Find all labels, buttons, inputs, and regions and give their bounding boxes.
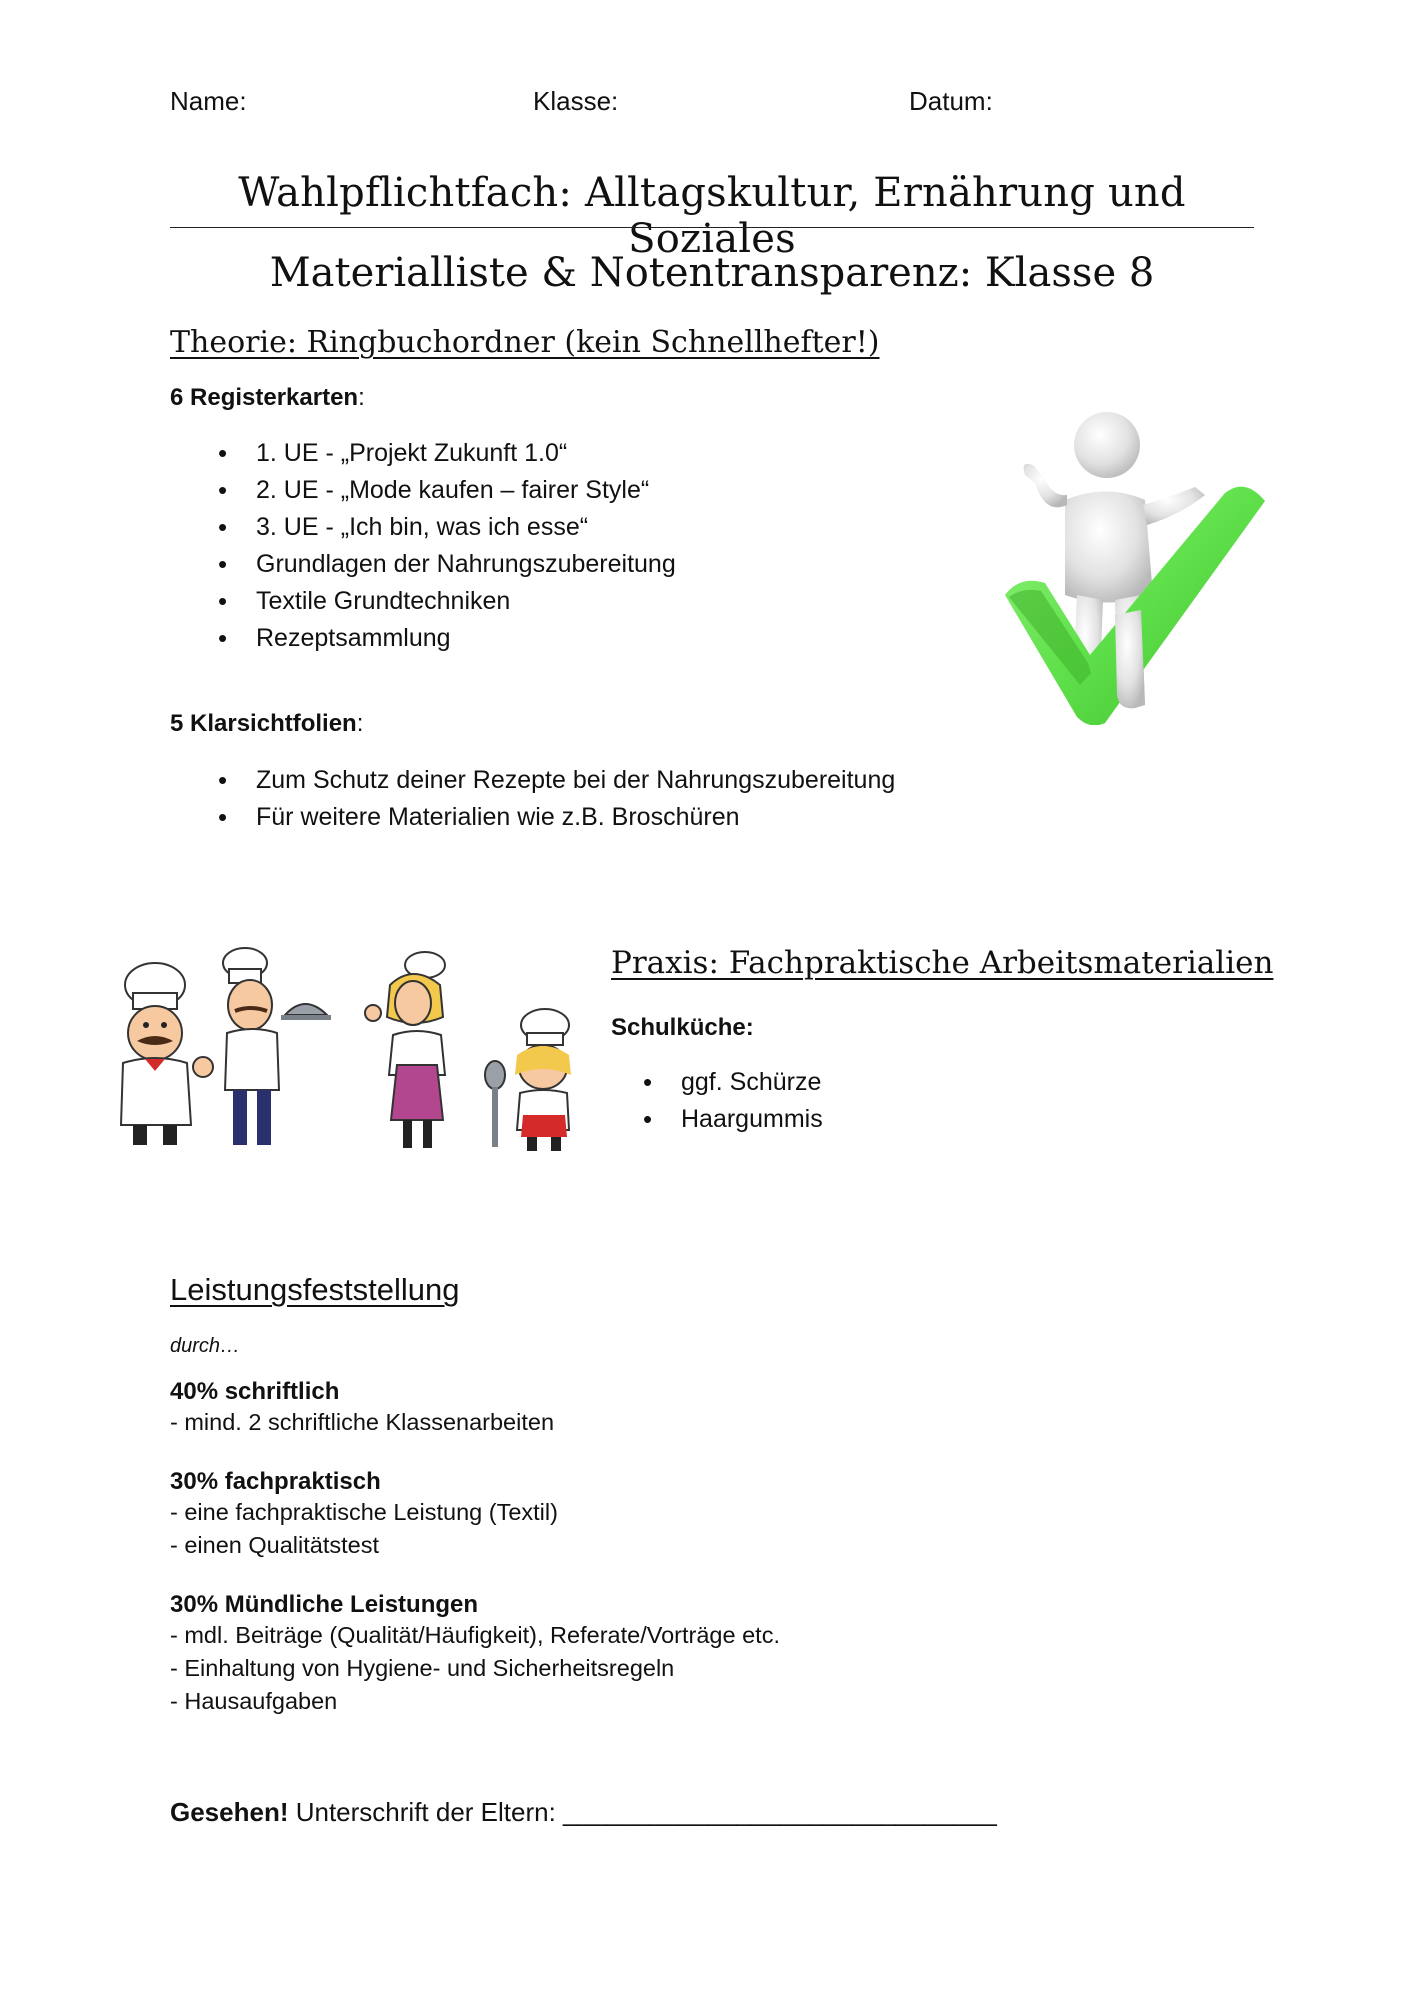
assessment-heading: Leistungsfeststellung — [170, 1272, 460, 1307]
group-title: 40% schriftlich — [170, 1378, 340, 1405]
signature-text: Unterschrift der Eltern: — [288, 1797, 564, 1827]
title-divider — [170, 227, 1254, 228]
sleeves-list — [170, 762, 895, 836]
signature-bold: Gesehen! — [170, 1797, 289, 1827]
group-title: 30% fachpraktisch — [170, 1468, 381, 1495]
sleeves-label: 5 Klarsichtfolien: — [170, 710, 364, 737]
tabs-label: 6 Registerkarten: — [170, 384, 365, 411]
list-item: • ggf. Schürze — [611, 1064, 823, 1101]
signature-blank[interactable]: ______________________________ — [563, 1797, 997, 1827]
theory-heading: Theorie: Ringbuchordner (kein Schnellhefter!) — [170, 325, 880, 360]
list-item: • Haargummis — [611, 1101, 823, 1138]
assessment-group — [170, 1591, 780, 1718]
group-line: - mind. 2 schriftliche Klassenarbeiten — [170, 1409, 555, 1435]
group-line: - einen Qualitätstest — [170, 1532, 379, 1558]
list-item: • 2. UE - „Mode kaufen – fairer Style“ — [170, 472, 676, 509]
chef-group-icon — [95, 945, 595, 1160]
assessment-intro: durch… — [170, 1335, 241, 1357]
signature-line — [170, 1797, 997, 1828]
group-title: 30% Mündliche Leistungen — [170, 1591, 479, 1618]
list-item: • Zum Schutz deiner Rezepte bei der Nahrungszubereitung — [170, 762, 895, 799]
group-line: - eine fachpraktische Leistung (Textil) — [170, 1499, 558, 1525]
document-title: Wahlpflichtfach: Alltagskultur, Ernährung und Soziales — [238, 170, 1186, 262]
list-item: • Textile Grundtechniken — [170, 583, 676, 620]
assessment-group — [170, 1378, 554, 1439]
kitchen-items-list — [611, 1064, 823, 1138]
group-line: - Hausaufgaben — [170, 1688, 338, 1714]
group-line: - Einhaltung von Hygiene- und Sicherheitsregeln — [170, 1655, 675, 1681]
checkmark-figure-icon — [995, 405, 1285, 725]
class-label: Klasse: — [533, 86, 619, 116]
name-label: Name: — [170, 86, 247, 116]
group-line: - mdl. Beiträge (Qualität/Häufigkeit), Referate/Vorträge etc. — [170, 1622, 780, 1648]
list-item: • 1. UE - „Projekt Zukunft 1.0“ — [170, 435, 676, 472]
list-item: • Rezeptsammlung — [170, 620, 676, 657]
tabs-list — [170, 435, 676, 657]
practice-heading: Praxis: Fachpraktische Arbeitsmaterialien — [611, 945, 1274, 981]
list-item: • 3. UE - „Ich bin, was ich esse“ — [170, 509, 676, 546]
assessment-group — [170, 1468, 558, 1562]
document-subtitle: Materialliste & Notentransparenz: Klasse 8 — [269, 250, 1155, 296]
list-item: • Für weitere Materialien wie z.B. Broschüren — [170, 799, 895, 836]
list-item: • Grundlagen der Nahrungszubereitung — [170, 546, 676, 583]
date-label: Datum: — [909, 86, 993, 116]
kitchen-label: Schulküche: — [611, 1014, 754, 1041]
